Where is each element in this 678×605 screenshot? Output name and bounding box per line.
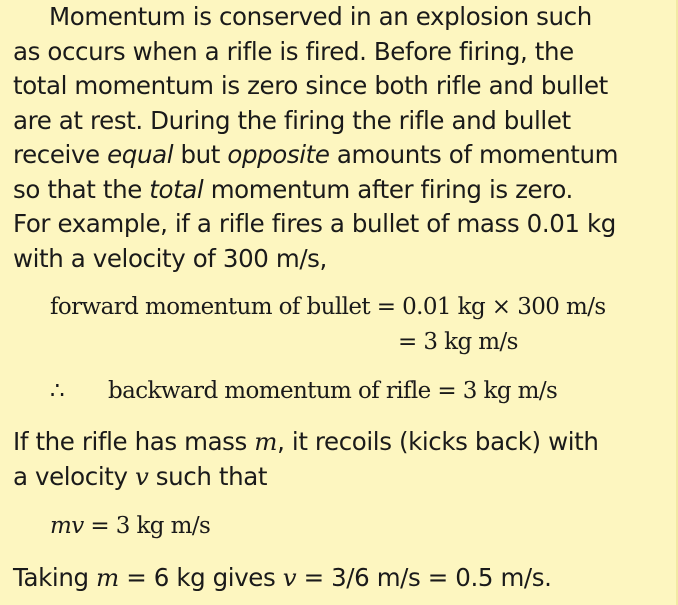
intro-line-5-a: receive [13, 140, 108, 169]
intro-line-1: Momentum is conserved in an explosion such [49, 2, 592, 31]
equation-rifle-momentum: backward momentum of rifle = 3 kg m/s [108, 378, 558, 404]
equation-mv-rest: = 3 kg m/s [83, 513, 211, 539]
emphasis-total: total [149, 174, 204, 204]
therefore-symbol: ∴ [50, 378, 65, 404]
equation-bullet-momentum-result: = 3 kg m/s [398, 329, 518, 355]
intro-line-2: as occurs when a rifle is fired. Before firing, the [13, 36, 574, 66]
conclusion-b: = 6 kg gives [118, 563, 283, 592]
intro-line-5-c: amounts of momentum [329, 140, 619, 169]
symbol-m: m [254, 427, 278, 456]
intro-line-8: with a velocity of 300 m/s, [13, 243, 327, 273]
recoil-line-2-a: a velocity [13, 461, 135, 491]
conclusion-a: Taking [13, 563, 96, 592]
intro-line-6-a: so that the [13, 174, 150, 204]
emphasis-opposite: opposite [227, 140, 330, 169]
recoil-line-2-b: such that [148, 461, 268, 491]
recoil-line-1-b: , it recoils (kicks back) with [277, 427, 599, 456]
intro-paragraph [13, 0, 618, 276]
intro-line-7: For example, if a rifle fires a bullet of mass 0.01 kg [13, 209, 616, 238]
equation-mv [50, 513, 210, 539]
equation-bullet-momentum: forward momentum of bullet = 0.01 kg × 300 m/s [50, 294, 606, 320]
recoil-line-2 [13, 460, 598, 495]
intro-line-5 [13, 138, 618, 173]
emphasis-equal: equal [107, 140, 174, 169]
conclusion-symbol-v: v [282, 563, 297, 592]
intro-line-6-b: momentum after firing is zero. [203, 174, 573, 204]
recoil-line-1-a: If the rifle has mass [13, 427, 255, 456]
conclusion-c: = 3/6 m/s = 0.5 m/s. [296, 563, 552, 592]
intro-line-3: total momentum is zero since both rifle and bullet [13, 71, 608, 100]
intro-line-6 [13, 173, 618, 208]
conclusion-text [13, 561, 552, 596]
intro-line-5-b: but [173, 140, 228, 169]
symbol-mv: mv [50, 513, 84, 539]
conclusion-symbol-m: m [96, 563, 119, 592]
conclusion-line [13, 561, 552, 596]
intro-line-4: are at rest. During the firing the rifle and bullet [13, 105, 571, 135]
recoil-line-1 [13, 425, 598, 460]
recoil-paragraph [13, 425, 598, 494]
symbol-v: v [134, 461, 149, 491]
